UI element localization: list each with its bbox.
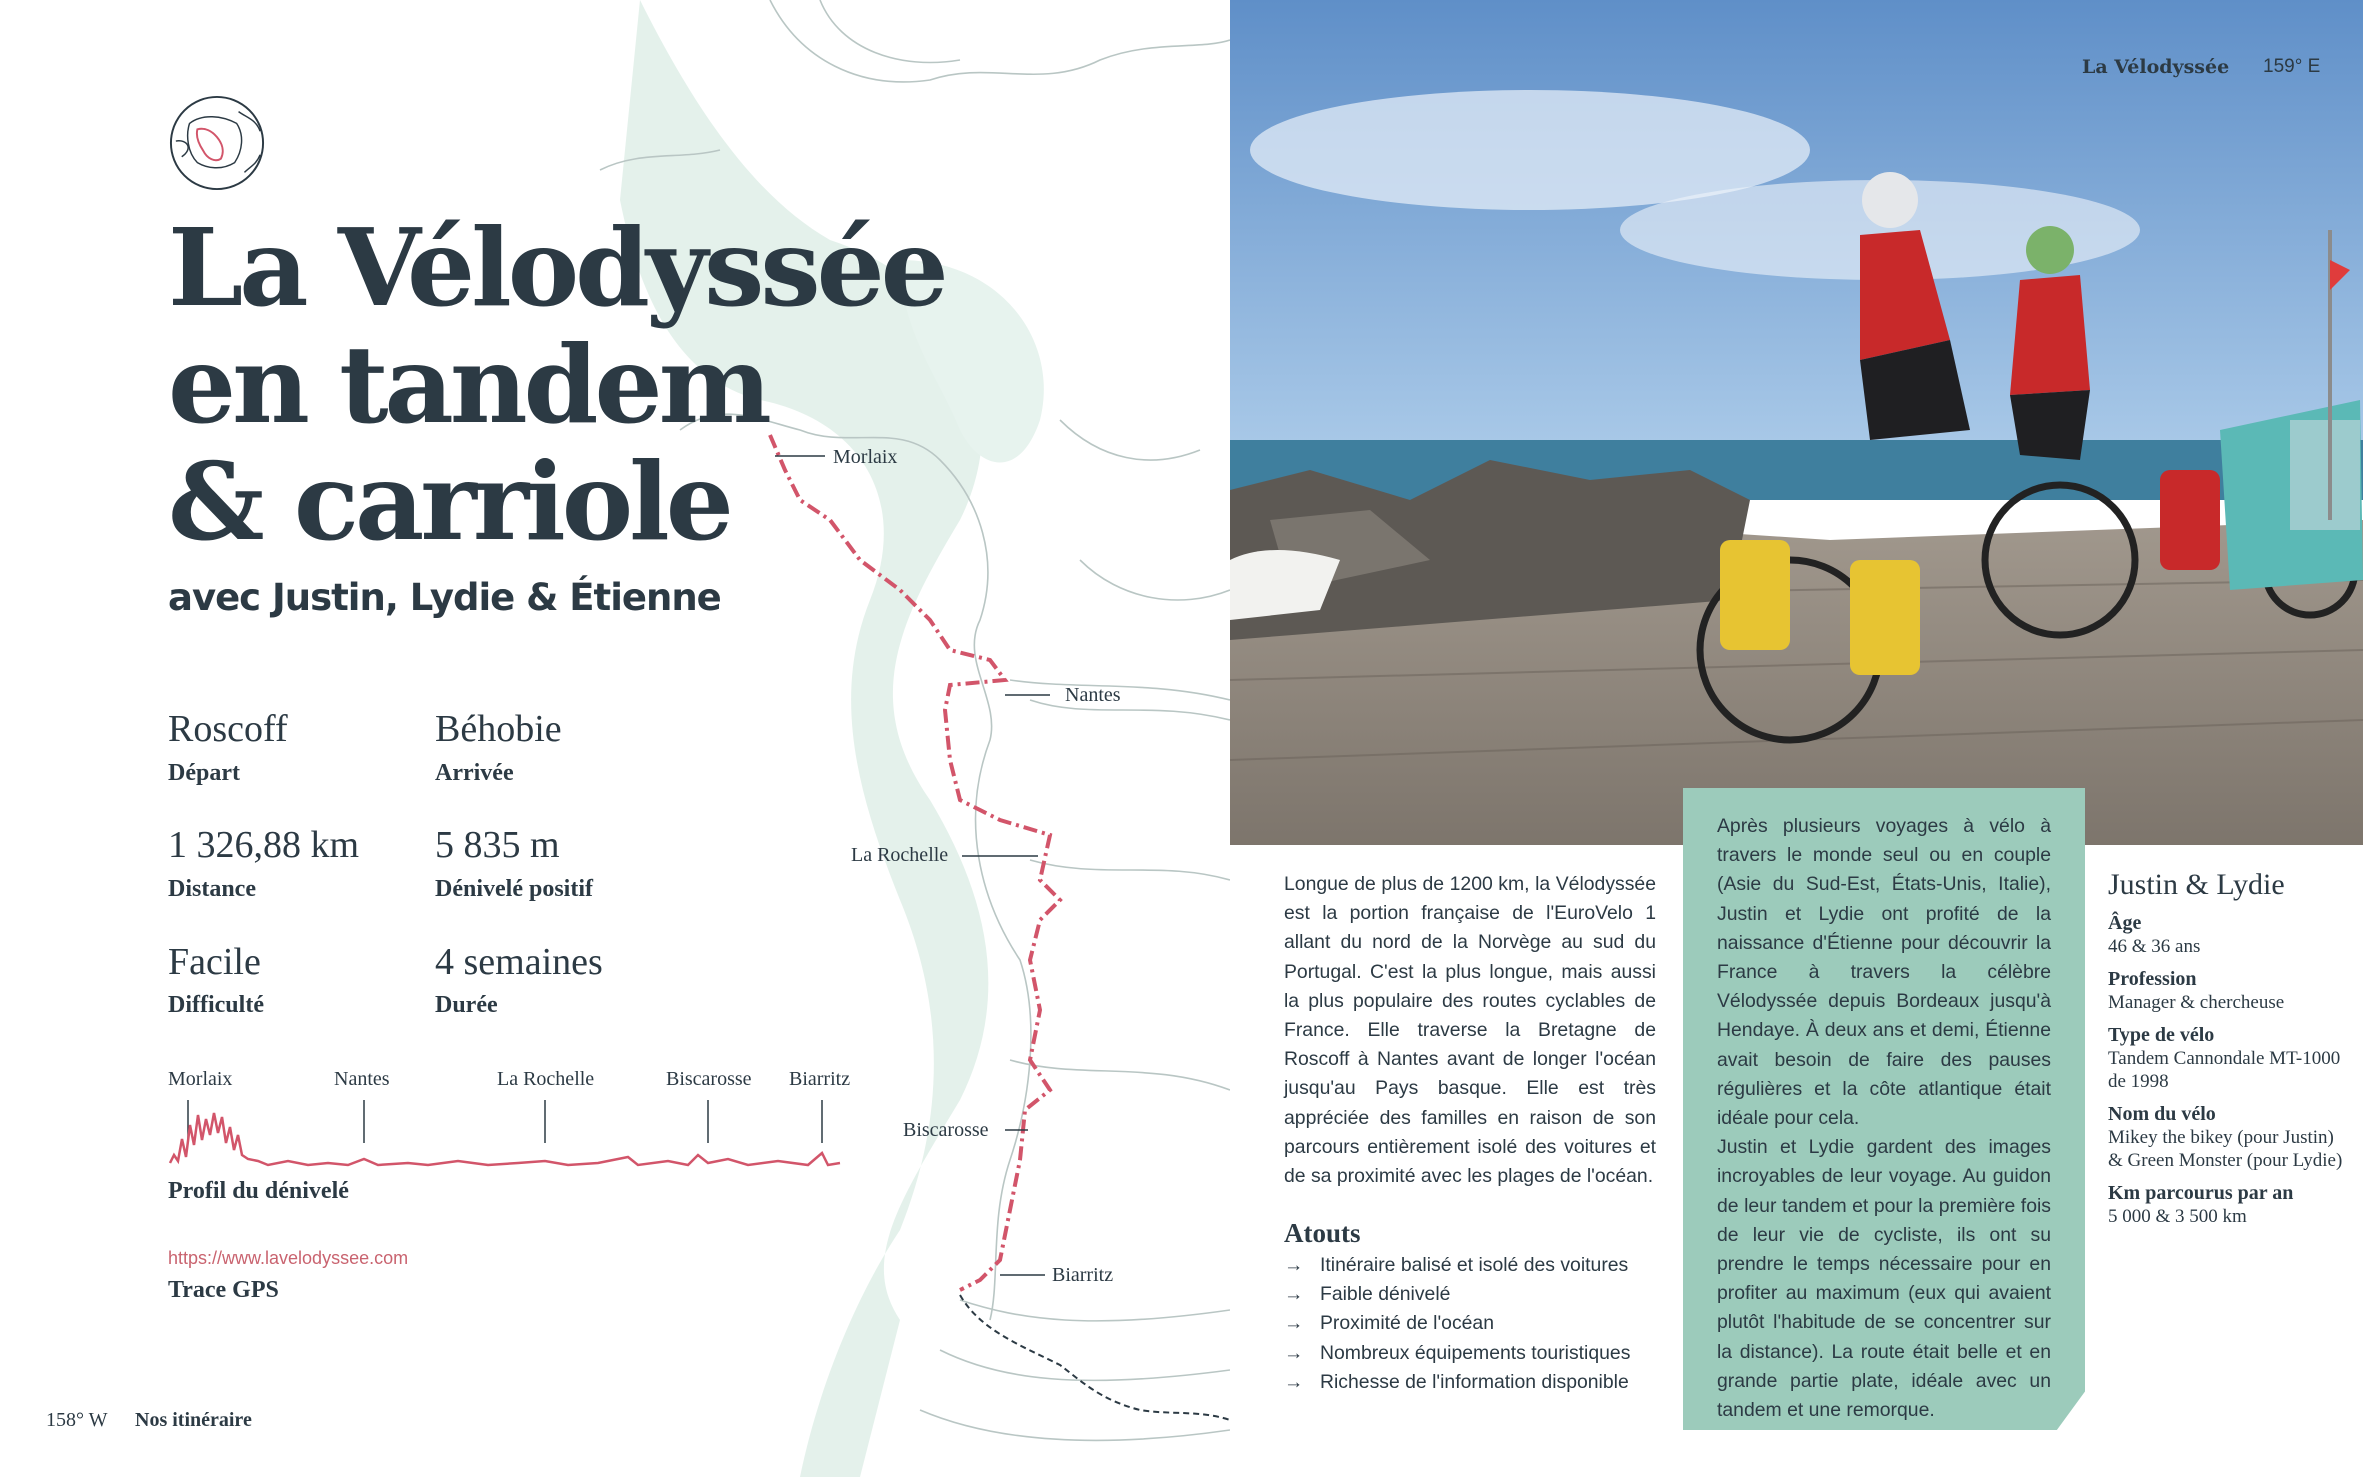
profile-field-label: Âge xyxy=(2108,912,2142,934)
arrow-right-icon: → xyxy=(1284,1341,1304,1364)
stat-value-distance: 1 326,88 km xyxy=(168,824,360,866)
contour-7 xyxy=(1010,1060,1230,1090)
stat-label-depart: Départ xyxy=(168,760,240,786)
list-item: → Richesse de l'information disponible xyxy=(1284,1368,1630,1397)
profile-field-value: Manager & chercheuse xyxy=(2108,992,2285,1013)
contour-4 xyxy=(1080,560,1230,600)
profile-field-value: 46 & 36 ans xyxy=(2108,936,2201,957)
map-label-morlaix: Morlaix xyxy=(833,446,898,468)
profile-card xyxy=(2108,868,2348,1228)
map-label-biarritz: Biarritz xyxy=(1052,1264,1114,1286)
header-section: La Vélodyssée xyxy=(2082,56,2230,78)
footer-page-number: 158° W xyxy=(46,1409,108,1431)
profile-town-la-rochelle: La Rochelle xyxy=(497,1068,595,1090)
tandem-photo xyxy=(1230,0,2363,845)
stat-value-difficulte: Facile xyxy=(168,941,261,983)
page-title xyxy=(168,206,945,565)
profile-field-label: Nom du vélo xyxy=(2108,1103,2216,1125)
stat-value-denivele: 5 835 m xyxy=(435,824,560,866)
contour-1 xyxy=(820,0,960,63)
route-extension xyxy=(960,1295,1230,1420)
profile-field-value: Tandem Cannondale MT-1000 de 1998 xyxy=(2108,1048,2341,1092)
arrow-right-icon: → xyxy=(1284,1254,1304,1276)
coastline xyxy=(770,0,1230,82)
title-line-2: en tandem xyxy=(168,323,768,448)
profile-field-label: Km parcourus par an xyxy=(2108,1182,2294,1204)
profile-field-label: Type de vélo xyxy=(2108,1024,2215,1046)
stat-label-denivele: Dénivelé positif xyxy=(435,876,593,902)
footer-section: Nos itinéraire xyxy=(135,1409,252,1431)
atouts-list xyxy=(1284,1251,1630,1397)
profile-name: Justin & Lydie xyxy=(2108,868,2285,901)
map-label-la-rochelle: La Rochelle xyxy=(851,844,949,866)
atouts-heading: Atouts xyxy=(1284,1218,1361,1248)
profile-town-morlaix: Morlaix xyxy=(168,1068,233,1090)
contour-8 xyxy=(960,1300,1230,1321)
map-label-biscarosse: Biscarosse xyxy=(903,1119,989,1141)
stat-value-depart: Roscoff xyxy=(168,708,288,750)
list-item: → Nombreux équipements touristiques xyxy=(1284,1339,1630,1368)
gps-link[interactable]: https://www.lavelodyssee.com xyxy=(168,1248,409,1268)
arrow-right-icon: → xyxy=(1284,1283,1304,1306)
elevation-line xyxy=(170,1113,840,1165)
intro-paragraph: Longue de plus de 1200 km, la Vélodyssée est la portion française de l'EuroVelo 1 allant du nord de la Norvège au sud du Portugal. C'est la plus longue, mais aussi la plus populaire des routes cyclables de France. Elle traverse la Bretagne de Roscoff à Nantes avant de longer l'océan jusqu'au Pays basque. Elle est très appréciée des familles en raison de son parcours entièrement isolé des voitures et de sa proximité avec les plages de l'océan. xyxy=(1284,873,1656,1188)
profile-town-nantes: Nantes xyxy=(334,1068,390,1090)
map-label-nantes: Nantes xyxy=(1065,684,1121,706)
stat-label-arrivee: Arrivée xyxy=(435,760,514,786)
list-item: → Proximité de l'océan xyxy=(1284,1309,1630,1338)
title-line-1: La Vélodyssée xyxy=(168,206,945,331)
contour-9 xyxy=(940,1350,1230,1380)
list-item: → Faible dénivelé xyxy=(1284,1280,1630,1309)
stat-value-duree: 4 semaines xyxy=(435,941,603,983)
elevation-profile xyxy=(168,1095,858,1170)
stat-label-distance: Distance xyxy=(168,876,256,902)
profile-field-value: 5 000 & 3 500 km xyxy=(2108,1206,2247,1227)
story-paragraph-2: Justin et Lydie gardent des images incroyables de leur voyage. Au guidon de leur tandem et pour la première fois de leur vie de cycliste, ils ont su prendre le temps nécessaire pour en profiter au maximum (eux qui avaient plutôt l'habitude de se concentrer sur la distance). La route était belle et en grande partie plate, idéale avec un tandem et une remorque. xyxy=(1717,1136,2051,1422)
gps-label: Trace GPS xyxy=(168,1277,279,1303)
list-item: → Itinéraire balisé et isolé des voitures xyxy=(1284,1251,1630,1280)
contour-5 xyxy=(1030,700,1230,720)
profile-field-label: Profession xyxy=(2108,968,2197,990)
arrow-right-icon: → xyxy=(1284,1312,1304,1335)
contour-10 xyxy=(920,1410,1230,1440)
profile-caption: Profil du dénivelé xyxy=(168,1178,349,1204)
contour-3 xyxy=(1060,420,1200,460)
profile-town-biscarosse: Biscarosse xyxy=(666,1068,752,1090)
story-text xyxy=(1717,812,2051,1425)
stat-value-arrivee: Béhobie xyxy=(435,708,562,750)
globe-icon xyxy=(168,94,266,192)
subtitle: avec Justin, Lydie & Étienne xyxy=(168,576,721,619)
profile-field-value: Mikey the bikey (pour Justin) & Green Monster (pour Lydie) xyxy=(2108,1127,2343,1171)
stat-label-duree: Durée xyxy=(435,992,498,1018)
profile-town-biarritz: Biarritz xyxy=(789,1068,851,1090)
story-paragraph-1: Après plusieurs voyages à vélo à travers le monde seul ou en couple (Asie du Sud-Est, États-Unis, Italie), Justin et Lydie ont profité de la naissance d'Étienne pour découvrir la France à travers la célèbre Vélodyssée depuis Bordeaux jusqu'à Hendaye. À deux ans et demi, Étienne avait besoin de faire des pauses régulières et la côte atlantique était idéale pour cela. xyxy=(1717,815,2051,1130)
stat-label-difficulte: Difficulté xyxy=(168,992,264,1018)
contour-6 xyxy=(1030,860,1230,880)
title-line-3: & carriole xyxy=(168,440,730,565)
header-page-number: 159° E xyxy=(2263,56,2321,77)
arrow-right-icon: → xyxy=(1284,1370,1304,1393)
